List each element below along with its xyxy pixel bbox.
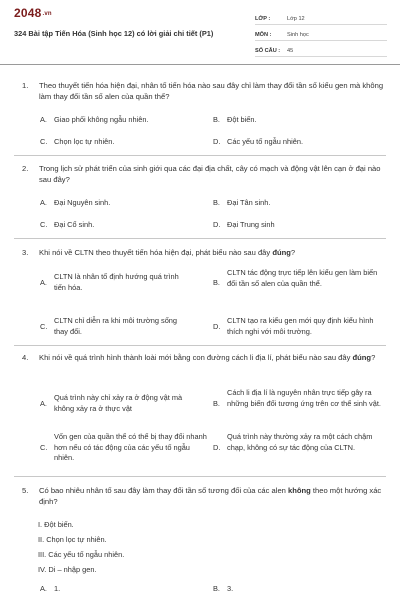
option-label: B. <box>213 115 220 124</box>
meta-row-subject <box>255 29 387 41</box>
meta-row-class <box>255 13 387 25</box>
option-label: D. <box>213 137 221 146</box>
option-label: D. <box>213 443 221 452</box>
document-meta <box>255 13 387 61</box>
question-number: 3. <box>22 248 29 257</box>
option-text: Đại Nguyên sinh. <box>54 198 111 207</box>
question-number: 2. <box>22 164 29 173</box>
meta-value: Sinh học <box>287 31 309 38</box>
option-label: B. <box>213 278 220 287</box>
option-label: D. <box>213 220 221 229</box>
question-stem: Trong lịch sử phát triển của sinh giới qua các đại địa chất, cây có mạch và động vật lên cạn ở đại nào sau đây? <box>39 164 381 184</box>
meta-label: LỚP : <box>255 15 271 22</box>
option-label: A. <box>40 399 47 408</box>
question-stem: Theo thuyết tiến hóa hiện đại, nhân tố tiến hóa nào sau đây chỉ làm thay đổi tần số kiểu gen mà không làm thay đổi tần số alen của quần thể? <box>39 81 384 101</box>
option-text: Đại Cổ sinh. <box>54 220 95 229</box>
question-divider <box>14 476 386 477</box>
option-text: Đại Tân sinh. <box>227 198 271 207</box>
option-text: CLTN chỉ diễn ra khi môi trường sống thay đổi. <box>54 316 178 336</box>
option-label: C. <box>40 443 48 452</box>
option-text: Các yếu tố ngẫu nhiên. <box>227 137 304 146</box>
question-number: 5. <box>22 486 29 495</box>
statement-item: II. Chọn lọc tự nhiên. <box>38 535 107 544</box>
option-label: C. <box>40 220 48 229</box>
meta-value: 45 <box>287 47 294 54</box>
logo-suffix: .vn <box>42 10 52 17</box>
question-stem: Khi nói về CLTN theo thuyết tiến hóa hiện đại, phát biểu nào sau đây đúng? <box>39 248 296 257</box>
option-text: Quá trình này chỉ xảy ra ở động vật mà không xảy ra ở thực vật <box>54 393 183 413</box>
option-text: Giao phối không ngẫu nhiên. <box>54 115 149 124</box>
option-text: Đại Trung sinh <box>227 220 275 229</box>
site-logo[interactable] <box>14 6 52 20</box>
option-label: B. <box>213 399 220 408</box>
document-title: 324 Bài tập Tiến Hóa (Sinh học 12) có lời giải chi tiết (P1) <box>14 29 214 38</box>
question-stem: Khi nói về quá trình hình thành loài mới bằng con đường cách li địa lí, phát biểu nào sau đây đúng? <box>39 353 376 362</box>
option-text: Chọn lọc tự nhiên. <box>54 137 115 146</box>
question-number: 4. <box>22 353 29 362</box>
document-header <box>0 0 400 65</box>
meta-row-count <box>255 45 387 57</box>
option-label: C. <box>40 137 48 146</box>
option-label: D. <box>213 322 221 331</box>
statement-item: III. Các yếu tố ngẫu nhiên. <box>38 550 125 559</box>
option-text: CLTN tác động trực tiếp lên kiểu gen làm biến đổi tần số alen của quần thể. <box>227 268 378 288</box>
option-label: A. <box>40 198 47 207</box>
option-text: Vốn gen của quần thể có thể bị thay đổi nhanh hơn nếu có tác động của các yếu tố ngẫu nhiên. <box>54 432 207 462</box>
option-label: A. <box>40 278 47 287</box>
question-divider <box>14 345 386 346</box>
option-label: B. <box>213 198 220 207</box>
option-text: CLTN là nhân tố định hướng quá trình tiến hóa. <box>54 272 179 292</box>
option-label: C. <box>40 322 48 331</box>
option-text: 3. <box>227 584 234 593</box>
meta-value: Lớp 12 <box>287 15 305 22</box>
option-label: B. <box>213 584 220 593</box>
option-text: 1. <box>54 584 61 593</box>
option-label: A. <box>40 115 47 124</box>
meta-label: MÔN : <box>255 31 272 38</box>
question-divider <box>14 155 386 156</box>
meta-label: SỐ CÂU : <box>255 47 281 54</box>
option-text: Đột biến. <box>227 115 257 124</box>
question-stem: Có bao nhiêu nhân tố sau đây làm thay đổi tần số tương đối của các alen không theo một hướng xác định? <box>39 486 382 506</box>
question-number: 1. <box>22 81 29 90</box>
logo-main: 2048 <box>14 6 42 20</box>
option-text: Cách li địa lí là nguyên nhân trực tiếp gây ra những biến đổi tương ứng trên cơ thể sinh vật. <box>227 388 381 408</box>
option-text: Quá trình này thường xảy ra một cách chậm chạp, không có sự tác động của CLTN. <box>227 432 373 452</box>
statement-item: I. Đột biến. <box>38 520 74 529</box>
option-text: CLTN tạo ra kiểu gen mới quy định kiểu hình thích nghi với môi trường. <box>227 316 374 336</box>
option-label: A. <box>40 584 47 593</box>
question-divider <box>14 238 386 239</box>
statement-item: IV. Di – nhập gen. <box>38 565 97 574</box>
